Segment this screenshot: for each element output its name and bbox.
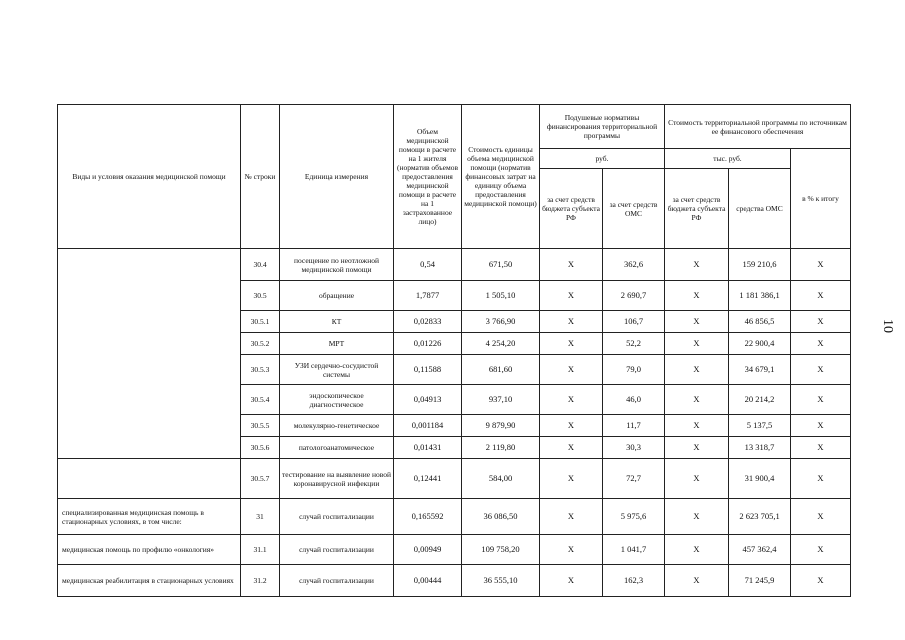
row-oms-total: 5 137,5: [729, 415, 791, 437]
row-volume: 0,01226: [394, 333, 462, 355]
row-unit: случай госпитализации: [280, 535, 394, 565]
row-type: [58, 459, 241, 499]
header-rub: руб.: [540, 149, 665, 169]
row-unit: тестирование на выявление новой коронавирусной инфекции: [280, 459, 394, 499]
row-oms-total: 46 856,5: [729, 311, 791, 333]
row-unit: патологоанатомическое: [280, 437, 394, 459]
row-cost: 937,10: [462, 385, 540, 415]
row-number: 30.5.1: [241, 311, 280, 333]
row-oms-total: 31 900,4: [729, 459, 791, 499]
row-unit: случай госпитализации: [280, 499, 394, 535]
row-number: 30.5: [241, 281, 280, 311]
row-volume: 0,04913: [394, 385, 462, 415]
row-percent: Х: [791, 415, 851, 437]
row-budget-total: Х: [665, 499, 729, 535]
row-unit: случай госпитализации: [280, 565, 394, 597]
row-volume: 0,02833: [394, 311, 462, 333]
row-percent: Х: [791, 437, 851, 459]
row-number: 31.2: [241, 565, 280, 597]
row-oms-total: 34 679,1: [729, 355, 791, 385]
row-percent: Х: [791, 249, 851, 281]
row-oms: 30,3: [603, 437, 665, 459]
row-budget: Х: [540, 311, 603, 333]
header-row-number: № строки: [241, 105, 280, 249]
row-cost: 681,60: [462, 355, 540, 385]
table-row: [58, 499, 851, 535]
row-oms-total: 1 181 386,1: [729, 281, 791, 311]
row-percent: Х: [791, 355, 851, 385]
row-budget-total: Х: [665, 281, 729, 311]
row-cost: 36 555,10: [462, 565, 540, 597]
row-type: специализированная медицинская помощь в стационарных условиях, в том числе:: [58, 499, 241, 535]
row-oms-total: 159 210,6: [729, 249, 791, 281]
row-cost: 4 254,20: [462, 333, 540, 355]
header-oms-total: средства ОМС: [729, 169, 791, 249]
row-number: 30.5.5: [241, 415, 280, 437]
table-row: [58, 565, 851, 597]
row-oms-total: 20 214,2: [729, 385, 791, 415]
row-number: 31: [241, 499, 280, 535]
header-budget: за счет средств бюджета субъекта РФ: [540, 169, 603, 249]
row-budget-total: Х: [665, 333, 729, 355]
table-row: [58, 249, 851, 281]
row-budget-total: Х: [665, 385, 729, 415]
row-cost: 584,00: [462, 459, 540, 499]
row-number: 30.5.7: [241, 459, 280, 499]
row-budget-total: Х: [665, 415, 729, 437]
row-budget: Х: [540, 565, 603, 597]
row-volume: 0,11588: [394, 355, 462, 385]
row-volume: 0,01431: [394, 437, 462, 459]
row-cost: 2 119,80: [462, 437, 540, 459]
row-cost: 671,50: [462, 249, 540, 281]
header-per-capita: Подушевые нормативы финансирования территориальной программы: [540, 105, 665, 149]
row-budget-total: Х: [665, 535, 729, 565]
row-oms: 1 041,7: [603, 535, 665, 565]
row-cost: 36 086,50: [462, 499, 540, 535]
row-number: 30.5.4: [241, 385, 280, 415]
row-type-group: [58, 249, 241, 459]
header-type: Виды и условия оказания медицинской помощи: [58, 105, 241, 249]
row-cost: 109 758,20: [462, 535, 540, 565]
row-oms: 79,0: [603, 355, 665, 385]
row-budget: Х: [540, 459, 603, 499]
row-oms: 362,6: [603, 249, 665, 281]
row-oms: 11,7: [603, 415, 665, 437]
row-budget-total: Х: [665, 459, 729, 499]
row-cost: 9 879,90: [462, 415, 540, 437]
row-budget: Х: [540, 437, 603, 459]
row-unit: КТ: [280, 311, 394, 333]
row-budget: Х: [540, 333, 603, 355]
header-oms: за счет средств ОМС: [603, 169, 665, 249]
row-number: 31.1: [241, 535, 280, 565]
row-volume: 0,001184: [394, 415, 462, 437]
row-oms-total: 13 318,7: [729, 437, 791, 459]
row-percent: Х: [791, 333, 851, 355]
table-body: [58, 249, 851, 597]
header-unit: Единица измерения: [280, 105, 394, 249]
row-number: 30.5.3: [241, 355, 280, 385]
row-unit: эндоскопическое диагностическое: [280, 385, 394, 415]
row-oms-total: 457 362,4: [729, 535, 791, 565]
row-budget: Х: [540, 249, 603, 281]
row-oms-total: 71 245,9: [729, 565, 791, 597]
row-number: 30.5.2: [241, 333, 280, 355]
page-number: 10: [880, 319, 895, 333]
row-cost: 1 505,10: [462, 281, 540, 311]
row-budget: Х: [540, 499, 603, 535]
table-row: [58, 459, 851, 499]
row-oms: 52,2: [603, 333, 665, 355]
header-thous-rub: тыс. руб.: [665, 149, 791, 169]
row-type: медицинская реабилитация в стационарных условиях: [58, 565, 241, 597]
row-budget-total: Х: [665, 311, 729, 333]
row-volume: 0,54: [394, 249, 462, 281]
row-number: 30.4: [241, 249, 280, 281]
row-oms: 106,7: [603, 311, 665, 333]
row-oms: 2 690,7: [603, 281, 665, 311]
row-budget: Х: [540, 415, 603, 437]
row-budget: Х: [540, 535, 603, 565]
row-oms: 5 975,6: [603, 499, 665, 535]
row-oms: 162,3: [603, 565, 665, 597]
row-oms-total: 22 900,4: [729, 333, 791, 355]
row-oms-total: 2 623 705,1: [729, 499, 791, 535]
row-volume: 1,7877: [394, 281, 462, 311]
row-percent: Х: [791, 385, 851, 415]
header-percent: в % к итогу: [791, 149, 851, 249]
row-percent: Х: [791, 535, 851, 565]
row-unit: МРТ: [280, 333, 394, 355]
row-budget: Х: [540, 385, 603, 415]
row-unit: УЗИ сердечно-сосудистой системы: [280, 355, 394, 385]
row-percent: Х: [791, 459, 851, 499]
row-volume: 0,165592: [394, 499, 462, 535]
row-volume: 0,12441: [394, 459, 462, 499]
table-row: [58, 535, 851, 565]
row-unit: посещение по неотложной медицинской помощи: [280, 249, 394, 281]
row-percent: Х: [791, 281, 851, 311]
row-oms: 72,7: [603, 459, 665, 499]
row-volume: 0,00949: [394, 535, 462, 565]
cost-table: [57, 104, 851, 597]
row-oms: 46,0: [603, 385, 665, 415]
row-percent: Х: [791, 311, 851, 333]
row-budget-total: Х: [665, 437, 729, 459]
row-unit: молекулярно-генетическое: [280, 415, 394, 437]
row-cost: 3 766,90: [462, 311, 540, 333]
header-total-cost: Стоимость территориальной программы по источникам ее финансового обеспечения: [665, 105, 851, 149]
row-percent: Х: [791, 499, 851, 535]
row-budget: Х: [540, 281, 603, 311]
row-budget-total: Х: [665, 249, 729, 281]
row-type: медицинская помощь по профилю «онкология»: [58, 535, 241, 565]
header-volume: Объем медицинской помощи в расчете на 1 жителя (норматив объемов предоставления медицинской помощи в расчете на 1 застрахованное лицо): [394, 105, 462, 249]
row-number: 30.5.6: [241, 437, 280, 459]
row-unit: обращение: [280, 281, 394, 311]
row-percent: Х: [791, 565, 851, 597]
row-volume: 0,00444: [394, 565, 462, 597]
row-budget: Х: [540, 355, 603, 385]
row-budget-total: Х: [665, 565, 729, 597]
row-budget-total: Х: [665, 355, 729, 385]
header-cost: Стоимость единицы объема медицинской помощи (норматив финансовых затрат на единицу объема предоставления медицинской помощи): [462, 105, 540, 249]
header-budget-total: за счет средств бюджета субъекта РФ: [665, 169, 729, 249]
